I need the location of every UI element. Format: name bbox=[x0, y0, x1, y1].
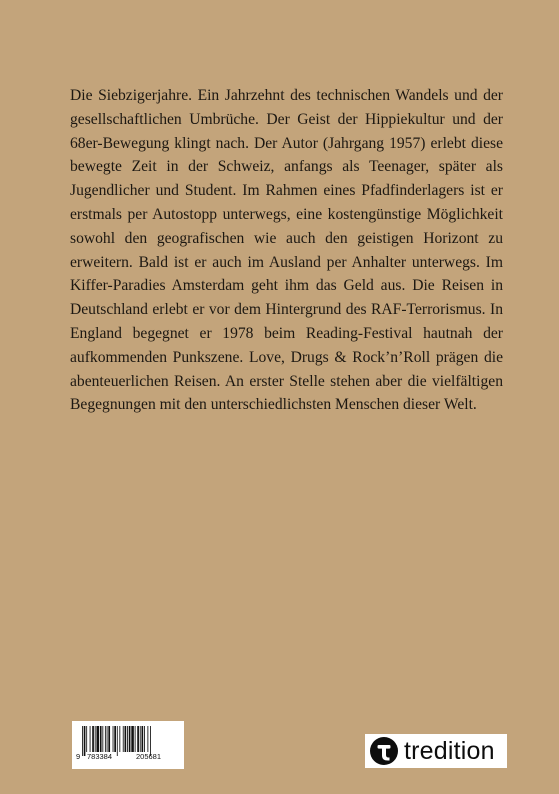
publisher-name: tredition bbox=[404, 737, 495, 765]
barcode-bar bbox=[108, 726, 110, 752]
barcode-digit-first: 9 bbox=[76, 752, 81, 761]
barcode-bar bbox=[135, 726, 136, 752]
barcode-bar bbox=[100, 726, 102, 752]
barcode-bar bbox=[119, 726, 120, 752]
barcode-bar bbox=[107, 726, 108, 752]
isbn-barcode bbox=[72, 721, 184, 769]
barcode-bar bbox=[123, 726, 124, 752]
barcode-bar bbox=[127, 726, 128, 752]
tredition-t-icon bbox=[370, 737, 398, 765]
back-cover-blurb: Die Siebzigerjahre. Ein Jahrzehnt des technischen Wandels und der gesellschaftlichen Umbrüche. Der Geist der Hippiekultur und der 68er-Bewegung klingt nach. Der Autor (Jahrgang 1957) erlebt diese bewegte Zeit in der Schweiz, anfangs als Teenager, später als Jugendlicher und Student. Im Rahmen eines Pfadfinderlagers ist er erstmals per Autostopp unterwegs, eine kostengünstige Möglichkeit sowohl den geografischen wie auch den geistigen Horizont zu erweitern. Bald ist er auch im Ausland per Anhalter unterwegs. Im Kiffer-Paradies Amsterdam geht ihm das Geld aus. Die Reisen in Deutschland erlebt er vor dem Hintergrund des RAF-Terrorismus. In England begegnet er 1978 beim Reading-Festival hautnah der aufkommenden Punkszene. Love, Drugs & Rock’n’Roll prägen die abenteuerlichen Reisen. An erster Stelle stehen aber die vielfältigen Begegnungen mit den unterschiedlichsten Menschen dieser Welt. bbox=[70, 87, 503, 414]
barcode-bar bbox=[140, 726, 141, 752]
barcode-digits-right: 205681 bbox=[136, 752, 162, 761]
barcode-bar bbox=[92, 726, 94, 752]
barcode-bar bbox=[95, 726, 96, 752]
barcode-bar bbox=[113, 726, 114, 752]
barcode-bar bbox=[144, 726, 145, 752]
barcode-bar bbox=[131, 726, 134, 752]
publisher-logo bbox=[365, 734, 507, 768]
barcode-bar bbox=[90, 726, 91, 752]
barcode-bar bbox=[86, 726, 87, 752]
barcode-bar bbox=[137, 726, 139, 752]
barcode-bar bbox=[114, 726, 116, 752]
barcode-bar bbox=[147, 726, 148, 752]
barcode-bar bbox=[96, 726, 99, 752]
barcode-bar bbox=[102, 726, 103, 752]
barcode-digits-left: 783384 bbox=[87, 752, 113, 761]
barcode-bar bbox=[105, 726, 106, 752]
barcode-bar bbox=[125, 726, 127, 752]
barcode-bar bbox=[129, 726, 131, 752]
barcode-digits bbox=[72, 752, 184, 764]
barcode-bar bbox=[142, 726, 144, 752]
